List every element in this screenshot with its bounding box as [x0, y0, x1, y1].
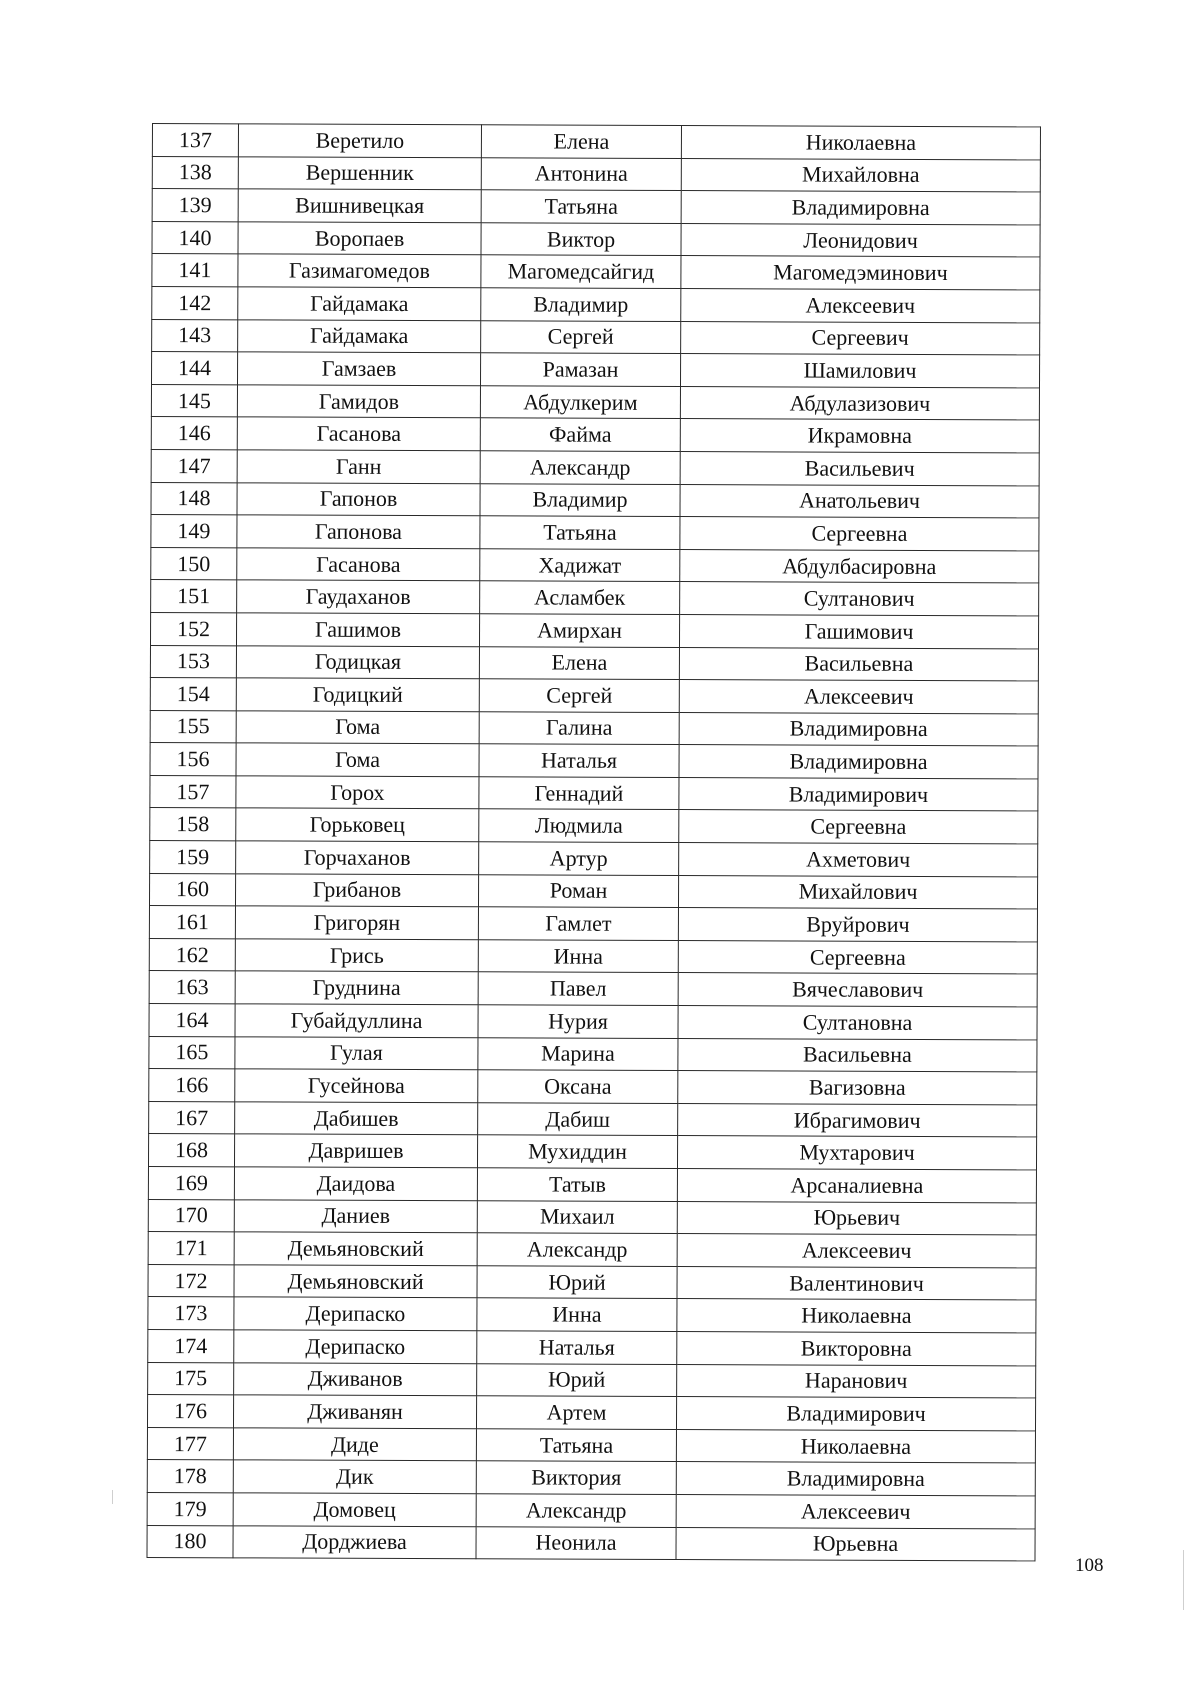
- last-name-cell: Вершенник: [238, 156, 481, 190]
- first-name-cell: Дабиш: [478, 1103, 678, 1136]
- last-name-cell: Гома: [236, 711, 479, 745]
- last-name-cell: Гасанова: [237, 548, 480, 582]
- row-number-cell: 179: [147, 1492, 233, 1525]
- first-name-cell: Инна: [477, 1298, 677, 1331]
- patronymic-cell: Наранович: [677, 1364, 1036, 1398]
- last-name-cell: Гулая: [235, 1036, 478, 1070]
- row-number-cell: 165: [149, 1036, 235, 1069]
- row-number-cell: 151: [151, 580, 237, 613]
- row-number-cell: 178: [147, 1460, 233, 1493]
- first-name-cell: Геннадий: [479, 777, 679, 810]
- table-row: [150, 808, 1038, 844]
- last-name-cell: Дживанян: [233, 1395, 476, 1429]
- patronymic-cell: Вячеславович: [678, 973, 1037, 1007]
- first-name-cell: Инна: [478, 940, 678, 973]
- patronymic-cell: Сергеевна: [680, 517, 1039, 551]
- last-name-cell: Дорджиева: [233, 1525, 476, 1559]
- first-name-cell: Александр: [480, 451, 680, 484]
- table-row: [151, 352, 1039, 388]
- last-name-cell: Григорян: [235, 906, 478, 940]
- row-number-cell: 161: [149, 906, 235, 939]
- last-name-cell: Гамзаев: [237, 352, 480, 386]
- row-number-cell: 162: [149, 938, 235, 971]
- table-row: [148, 1232, 1036, 1268]
- last-name-cell: Горох: [236, 776, 479, 810]
- patronymic-cell: Леонидович: [681, 223, 1040, 257]
- first-name-cell: Неонила: [476, 1526, 676, 1559]
- table-row: [151, 482, 1039, 518]
- row-number-cell: 153: [150, 645, 236, 678]
- first-name-cell: Наталья: [479, 744, 679, 777]
- table-row: [147, 1492, 1035, 1528]
- patronymic-cell: Вруйрович: [678, 908, 1037, 942]
- patronymic-cell: Алексеевич: [677, 1234, 1036, 1268]
- first-name-cell: Юрий: [477, 1266, 677, 1299]
- patronymic-cell: Ибрагимович: [678, 1103, 1037, 1137]
- last-name-cell: Давришев: [234, 1134, 477, 1168]
- last-name-cell: Демьяновский: [234, 1265, 477, 1299]
- last-name-cell: Дерипаско: [234, 1330, 477, 1364]
- last-name-cell: Губайдуллина: [235, 1004, 478, 1038]
- last-name-cell: Гусейнова: [235, 1069, 478, 1103]
- table-row: [148, 1329, 1036, 1365]
- first-name-cell: Владимир: [480, 483, 680, 516]
- last-name-cell: Дерипаско: [234, 1297, 477, 1331]
- row-number-cell: 148: [151, 482, 237, 515]
- table-row: [149, 1004, 1037, 1040]
- table-row: [151, 547, 1039, 583]
- first-name-cell: Юрий: [477, 1363, 677, 1396]
- table-row: [148, 1297, 1036, 1333]
- table-row: [150, 645, 1038, 681]
- patronymic-cell: Анатольевич: [680, 484, 1039, 518]
- scan-artifact: [112, 1490, 113, 1504]
- table-row: [151, 580, 1039, 616]
- last-name-cell: Гапонов: [237, 482, 480, 516]
- row-number-cell: 166: [149, 1069, 235, 1102]
- patronymic-cell: Сергеевна: [678, 940, 1037, 974]
- table-row: [149, 873, 1037, 909]
- names-table-body: [147, 124, 1041, 1562]
- patronymic-cell: Валентинович: [677, 1266, 1036, 1300]
- row-number-cell: 138: [152, 156, 238, 189]
- row-number-cell: 142: [152, 286, 238, 319]
- table-row: [149, 971, 1037, 1007]
- table-row: [150, 710, 1038, 746]
- row-number-cell: 163: [149, 971, 235, 1004]
- last-name-cell: Даниев: [234, 1199, 477, 1233]
- patronymic-cell: Алексеевич: [681, 289, 1040, 323]
- last-name-cell: Гашимов: [236, 613, 479, 647]
- first-name-cell: Галина: [479, 711, 679, 744]
- row-number-cell: 147: [151, 449, 237, 482]
- row-number-cell: 141: [152, 254, 238, 287]
- last-name-cell: Даидова: [234, 1167, 477, 1201]
- last-name-cell: Газимагомедов: [238, 254, 481, 288]
- patronymic-cell: Ахметович: [679, 843, 1038, 877]
- patronymic-cell: Гашимович: [679, 614, 1038, 648]
- last-name-cell: Гасанова: [237, 417, 480, 451]
- row-number-cell: 168: [148, 1134, 234, 1167]
- patronymic-cell: Васильевна: [678, 1038, 1037, 1072]
- row-number-cell: 137: [152, 124, 238, 157]
- table-row: [151, 384, 1039, 420]
- first-name-cell: Асламбек: [480, 581, 680, 614]
- row-number-cell: 173: [148, 1297, 234, 1330]
- last-name-cell: Грись: [235, 939, 478, 973]
- first-name-cell: Сергей: [479, 679, 679, 712]
- patronymic-cell: Николаевна: [676, 1429, 1035, 1463]
- last-name-cell: Домовец: [233, 1493, 476, 1527]
- first-name-cell: Роман: [478, 874, 678, 907]
- patronymic-cell: Николаевна: [677, 1299, 1036, 1333]
- first-name-cell: Михаил: [477, 1200, 677, 1233]
- patronymic-cell: Абдулбасировна: [680, 549, 1039, 583]
- row-number-cell: 159: [150, 841, 236, 874]
- row-number-cell: 156: [150, 743, 236, 776]
- first-name-cell: Наталья: [477, 1331, 677, 1364]
- row-number-cell: 176: [147, 1395, 233, 1428]
- scan-artifact: [1183, 1550, 1184, 1610]
- table-row: [147, 1460, 1035, 1496]
- first-name-cell: Антонина: [481, 157, 681, 190]
- row-number-cell: 146: [151, 417, 237, 450]
- table-row: [148, 1199, 1036, 1235]
- last-name-cell: Воропаев: [238, 222, 481, 256]
- first-name-cell: Оксана: [478, 1070, 678, 1103]
- table-row: [152, 254, 1040, 290]
- last-name-cell: Диде: [233, 1428, 476, 1462]
- patronymic-cell: Икрамовна: [680, 419, 1039, 453]
- table-row: [149, 1069, 1037, 1105]
- first-name-cell: Файма: [480, 418, 680, 451]
- last-name-cell: Гайдамака: [238, 319, 481, 353]
- row-number-cell: 149: [151, 515, 237, 548]
- patronymic-cell: Михайловна: [681, 158, 1040, 192]
- patronymic-cell: Владимировна: [679, 712, 1038, 746]
- first-name-cell: Амирхан: [479, 614, 679, 647]
- patronymic-cell: Николаевна: [681, 126, 1040, 160]
- row-number-cell: 177: [147, 1427, 233, 1460]
- last-name-cell: Демьяновский: [234, 1232, 477, 1266]
- patronymic-cell: Викторовна: [677, 1331, 1036, 1365]
- last-name-cell: Вишнивецкая: [238, 189, 481, 223]
- last-name-cell: Дживанов: [234, 1362, 477, 1396]
- row-number-cell: 143: [152, 319, 238, 352]
- first-name-cell: Магомедсайгид: [481, 255, 681, 288]
- row-number-cell: 145: [151, 384, 237, 417]
- first-name-cell: Рамазан: [480, 353, 680, 386]
- patronymic-cell: Абдулазизович: [680, 386, 1039, 420]
- last-name-cell: Дик: [233, 1460, 476, 1494]
- last-name-cell: Горьковец: [236, 808, 479, 842]
- first-name-cell: Александр: [477, 1233, 677, 1266]
- table-row: [151, 417, 1039, 453]
- last-name-cell: Горчаханов: [236, 841, 479, 875]
- first-name-cell: Нурия: [478, 1005, 678, 1038]
- table-row: [149, 906, 1037, 942]
- table-row: [150, 743, 1038, 779]
- patronymic-cell: Мухтарович: [677, 1136, 1036, 1170]
- last-name-cell: Дабишев: [235, 1102, 478, 1136]
- row-number-cell: 172: [148, 1264, 234, 1297]
- patronymic-cell: Владимирович: [676, 1397, 1035, 1431]
- table-row: [148, 1166, 1036, 1202]
- first-name-cell: Абдулкерим: [480, 386, 680, 419]
- patronymic-cell: Арсаналиевна: [677, 1169, 1036, 1203]
- patronymic-cell: Магомедэминович: [681, 256, 1040, 290]
- row-number-cell: 150: [151, 547, 237, 580]
- first-name-cell: Павел: [478, 972, 678, 1005]
- first-name-cell: Гамлет: [478, 907, 678, 940]
- table-row: [152, 221, 1040, 257]
- last-name-cell: Гома: [236, 743, 479, 777]
- row-number-cell: 155: [150, 710, 236, 743]
- table-row: [152, 319, 1040, 355]
- row-number-cell: 157: [150, 775, 236, 808]
- table-row: [148, 1134, 1036, 1170]
- last-name-cell: Гайдамака: [238, 287, 481, 321]
- table-row: [148, 1264, 1036, 1300]
- first-name-cell: Александр: [476, 1494, 676, 1527]
- patronymic-cell: Сергеевич: [681, 321, 1040, 355]
- first-name-cell: Татьяна: [476, 1429, 676, 1462]
- table-row: [152, 156, 1040, 192]
- last-name-cell: Груднина: [235, 971, 478, 1005]
- patronymic-cell: Владимирович: [679, 777, 1038, 811]
- patronymic-cell: Юрьевна: [676, 1527, 1035, 1561]
- row-number-cell: 180: [147, 1525, 233, 1558]
- table-row: [147, 1395, 1035, 1431]
- row-number-cell: 169: [148, 1166, 234, 1199]
- first-name-cell: Хадижат: [480, 548, 680, 581]
- table-row: [147, 1525, 1035, 1561]
- row-number-cell: 167: [149, 1101, 235, 1134]
- row-number-cell: 175: [148, 1362, 234, 1395]
- first-name-cell: Марина: [478, 1037, 678, 1070]
- table-row: [149, 938, 1037, 974]
- table-row: [151, 515, 1039, 551]
- row-number-cell: 152: [150, 612, 236, 645]
- first-name-cell: Артур: [479, 842, 679, 875]
- patronymic-cell: Владимировна: [676, 1462, 1035, 1496]
- first-name-cell: Людмила: [479, 809, 679, 842]
- first-name-cell: Татьяна: [481, 190, 681, 223]
- table-row: [152, 124, 1040, 160]
- table-row: [151, 449, 1039, 485]
- table-row: [149, 1101, 1037, 1137]
- first-name-cell: Виктор: [481, 223, 681, 256]
- row-number-cell: 154: [150, 678, 236, 711]
- row-number-cell: 144: [151, 352, 237, 385]
- patronymic-cell: Султанович: [680, 582, 1039, 616]
- row-number-cell: 171: [148, 1232, 234, 1265]
- table-row: [152, 286, 1040, 322]
- last-name-cell: Годицкий: [236, 678, 479, 712]
- last-name-cell: Грибанов: [235, 873, 478, 907]
- names-table: [146, 123, 1041, 1562]
- table-row: [150, 678, 1038, 714]
- row-number-cell: 160: [149, 873, 235, 906]
- patronymic-cell: Султановна: [678, 1006, 1037, 1040]
- first-name-cell: Татьяна: [480, 516, 680, 549]
- last-name-cell: Гамидов: [237, 385, 480, 419]
- patronymic-cell: Юрьевич: [677, 1201, 1036, 1235]
- row-number-cell: 174: [148, 1329, 234, 1362]
- table-row: [152, 189, 1040, 225]
- last-name-cell: Ганн: [237, 450, 480, 484]
- first-name-cell: Виктория: [476, 1461, 676, 1494]
- last-name-cell: Веретило: [238, 124, 481, 158]
- patronymic-cell: Владимировна: [681, 191, 1040, 225]
- patronymic-cell: Вагизовна: [678, 1071, 1037, 1105]
- last-name-cell: Годицкая: [236, 645, 479, 679]
- table-row: [150, 841, 1038, 877]
- table-row: [149, 1036, 1037, 1072]
- row-number-cell: 139: [152, 189, 238, 222]
- patronymic-cell: Васильевич: [680, 451, 1039, 485]
- first-name-cell: Владимир: [481, 288, 681, 321]
- patronymic-cell: Сергеевна: [679, 810, 1038, 844]
- patronymic-cell: Владимировна: [679, 745, 1038, 779]
- table-row: [150, 612, 1038, 648]
- row-number-cell: 170: [148, 1199, 234, 1232]
- patronymic-cell: Васильевна: [679, 647, 1038, 681]
- first-name-cell: Елена: [481, 125, 681, 158]
- last-name-cell: Гапонова: [237, 515, 480, 549]
- row-number-cell: 164: [149, 1004, 235, 1037]
- row-number-cell: 158: [150, 808, 236, 841]
- patronymic-cell: Алексеевич: [676, 1494, 1035, 1528]
- first-name-cell: Мухиддин: [477, 1135, 677, 1168]
- last-name-cell: Гаудаханов: [237, 580, 480, 614]
- first-name-cell: Артем: [476, 1396, 676, 1429]
- first-name-cell: Татыв: [477, 1168, 677, 1201]
- table-row: [148, 1362, 1036, 1398]
- patronymic-cell: Михайлович: [678, 875, 1037, 909]
- first-name-cell: Сергей: [481, 320, 681, 353]
- table-row: [150, 775, 1038, 811]
- first-name-cell: Елена: [479, 646, 679, 679]
- row-number-cell: 140: [152, 221, 238, 254]
- patronymic-cell: Шамилович: [680, 354, 1039, 388]
- patronymic-cell: Алексеевич: [679, 680, 1038, 714]
- table-row: [147, 1427, 1035, 1463]
- page-number: 108: [1075, 1555, 1104, 1576]
